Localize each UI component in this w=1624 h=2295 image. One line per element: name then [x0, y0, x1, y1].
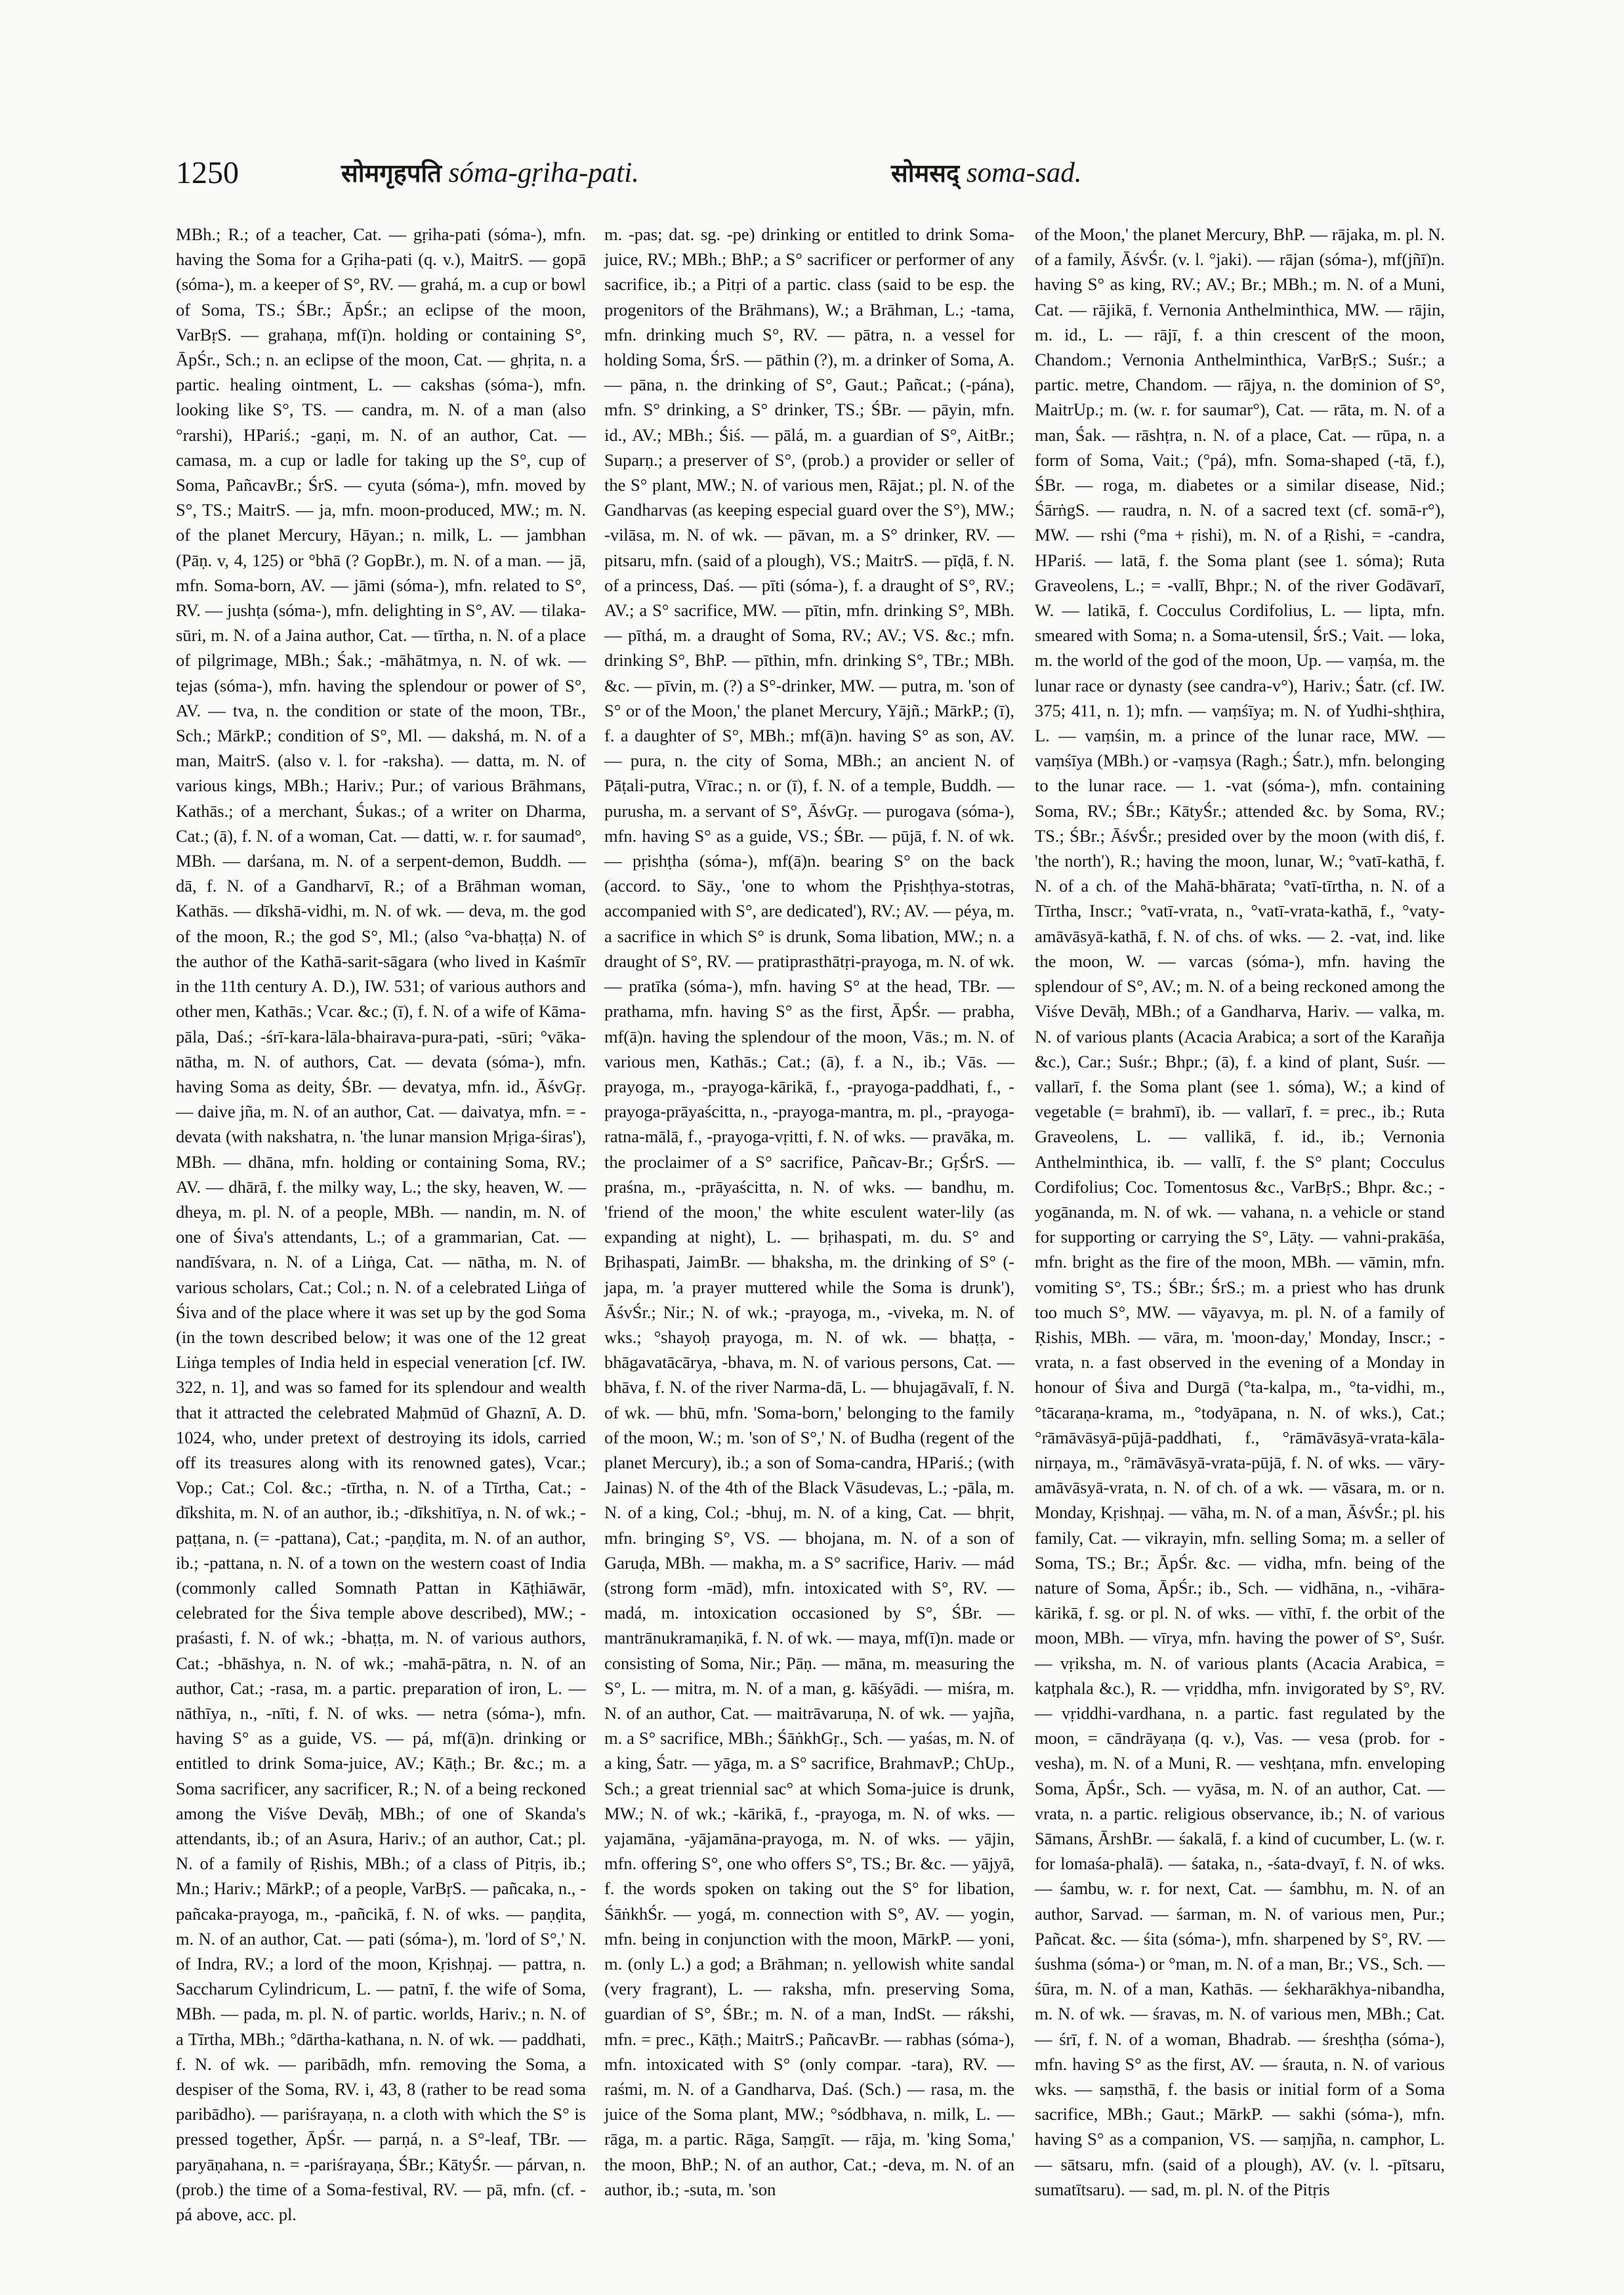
column-left: [176, 222, 587, 2225]
column-middle: [604, 222, 1014, 2211]
column-text: MBh.; R.; of a teacher, Cat. — gṛiha-pati (sóma-), mfn. having the Soma for a Gṛiha-pati (q. v.), MaitrS. — gopā (sóma-), m. a keeper of S°, RV. — grahá, m. a cup or bowl of Soma, TS.; ŚBr.; ĀpŚr.; an eclipse of the moon, VarBṛS. — grahaṇa, mf(ī)n. holding or containing S°, ĀpŚr., Sch.; n. an eclipse of the moon, Cat. — ghṛita, n. a partic. healing ointment, L. — cakshas (sóma-), mfn. looking like S°, TS. — candra, m. N. of a man (also °rarshi), HPariś.; -gaṇi, m. N. of an author, Cat. — camasa, m. a cup or ladle for taking up the S°, cup of Soma, PañcavBr.; ŚrS. — cyuta (sóma-), mfn. moved by S°, TS.; MaitrS. — ja, mfn. moon-produced, MW.; m. N. of the planet Mercury, Hāyan.; n. milk, L. — jambhan (Pāṇ. v, 4, 125) or °bhā (? GopBr.), m. N. of a man. — jā, mfn. Soma-born, AV. — jāmi (sóma-), mfn. related to S°, RV. — jushṭa (sóma-), mfn. delighting in S°, AV. — tilaka-sūri, m. N. of a Jaina author, Cat. — tīrtha, n. N. of a place of pilgrimage, MBh.; Śak.; -māhātmya, n. N. of wk. — tejas (sóma-), mfn. having the splendour or power of S°, AV. — tva, n. the condition or state of the moon, TBr., Sch.; MārkP.; condition of S°, Ml. — dakshá, m. N. of a man, MaitrS. (also v. l. for -raksha). — datta, m. N. of various kings, MBh.; Hariv.; Pur.; of various Brāhmans, Kathās.; of a merchant, Śukas.; of a writer on Dharma, Cat.; (ā), f. N. of a woman, Cat. — datti, w. r. for saumad°, MBh. — darśana, m. N. of a serpent-demon, Buddh. — dā, f. N. of a Gandharvī, R.; of a Brāhman woman, Kathās. — dīkshā-vidhi, m. N. of wk. — deva, m. the god of the moon, R.; the god S°, Ml.; (also °va-bhaṭṭa) N. of the author of the Kathā-sarit-sāgara (who lived in Kaśmīr in the 11th century A. D.), IW. 531; of various authors and other men, Kathās.; Vcar. &c.; (ī), f. N. of a wife of Kāma-pāla, Daś.; -śrī-kara-lāla-bhairava-pura-pati, -sūri; °vāka-nātha, m. N. of authors, Cat. — devata (sóma-), mfn. having Soma as deity, ŚBr. — devatya, mfn. id., ĀśvGṛ. — daive jña, m. N. of an author, Cat. — daivatya, mfn. = -devata (with nakshatra, n. 'the lunar mansion Mṛiga-śiras'), MBh. — dhāna, mfn. holding or containing Soma, RV.; AV. — dhārā, f. the milky way, L.; the sky, heaven, W. — dheya, m. pl. N. of a people, MBh. — nandin, m. N. of one of Śiva's attendants, L.; of a grammarian, Cat. — nandīśvara, n. N. of a Liṅga, Cat. — nātha, m. N. of various scholars, Cat.; Col.; n. N. of a celebrated Liṅga of Śiva and of the place where it was set up by the god Soma (in the town described below; it was one of the 12 great Liṅga temples of India held in especial veneration [cf. IW. 322, n. 1], and was so famed for its splendour and wealth that it attracted the celebrated Maḥmūd of Ghaznī, A. D. 1024, who, under pretext of destroying its idols, carried off its treasures along with its renowned gates), Vcar.; Vop.; Cat.; Col. &c.; -tīrtha, n. N. of a Tīrtha, Cat.; -dīkshita, m. N. of an author, ib.; -dīkshitīya, n. N. of wk.; -paṭṭana, n. (= -pattana), Cat.; -paṇḍita, m. N. of an author, ib.; -pattana, n. N. of a town on the western coast of India (commonly called Somnath Pattan in Kāṭhiāwār, celebrated for the Śiva temple above described), MW.; -praśasti, f. N. of wk.; -bhaṭṭa, m. N. of various authors, Cat.; -bhāshya, n. N. of wk.; -mahā-pātra, n. N. of an author, Cat.; -rasa, m. a partic. preparation of iron, L. — nāthīya, n., -nīti, f. N. of wks. — netra (sóma-), mfn. having S° as a guide, VS. — pá, mf(ā)n. drinking or entitled to drink Soma-juice, AV.; Kāṭh.; Br. &c.; m. a Soma sacrificer, any sacrificer, R.; N. of a being reckoned among the Viśve Devāḥ, MBh.; of one of Skanda's attendants, ib.; of an Asura, Hariv.; of an author, Cat.; pl. N. of a family of Ṛishis, MBh.; of a class of Pitṛis, ib.; Mn.; Hariv.; MārkP.; of a people, VarBṛS. — pañcaka, n., -pañcaka-prayoga, m., -pañcikā, f. N. of wks. — paṇḍita, m. N. of an author, Cat. — pati (sóma-), m. 'lord of S°,' N. of Indra, RV.; a lord of the moon, Kṛishṇaj. — pattra, n. Saccharum Cylindricum, L. — patnī, f. the wife of Soma, MBh. — pada, m. pl. N. of partic. worlds, Hariv.; n. N. of a Tīrtha, MBh.; °dārtha-kathana, n. N. of wk. — paddhati, f. N. of wk. — paribādh, mfn. removing the Soma, a despiser of the Soma, RV. i, 43, 8 (rather to be read soma paribādho). — pariśrayaṇa, n. a cloth with which the S° is pressed together, ĀpŚr. — parṇá, n. a S°-leaf, TBr. — paryāṇahana, n. = -pariśrayaṇa, ŚBr.; KātyŚr. — párvan, n. (prob.) the time of a Soma-festival, RV. — pā, mfn. (cf. -pá above, acc. pl.: [176, 224, 587, 2225]
column-text: m. -pas; dat. sg. -pe) drinking or entitled to drink Soma-juice, RV.; MBh.; BhP.; a S° sacrificer or performer of any sacrifice, ib.; a Pitṛi of a partic. class (said to be esp. the progenitors of the Brāhmans), W.; a Brāhman, L.; -tama, mfn. drinking much S°, RV. — pātra, n. a vessel for holding Soma, ŚrS. — pāthin (?), m. a drinker of Soma, A. — pāna, n. the drinking of S°, Gaut.; Pañcat.; (-pána), mfn. S° drinking, a S° drinker, TS.; ŚBr. — pāyin, mfn. id., AV.; MBh.; Śiś. — pālá, m. a guardian of S°, AitBr.; Suparṇ.; a preserver of S°, (prob.) a provider or seller of the S° plant, MW.; N. of various men, Rājat.; pl. N. of the Gandharvas (as keeping especial guard over the S°), MW.; -vilāsa, m. N. of wk. — pāvan, m. a S° drinker, RV. — pitsaru, mfn. (said of a plough), VS.; MaitrS. — pīḍā, f. N. of a princess, Daś. — pīti (sóma-), f. a draught of S°, RV.; AV.; a S° sacrifice, MW. — pītin, mfn. drinking S°, MBh. — pīthá, m. a draught of Soma, RV.; AV.; VS. &c.; mfn. drinking S°, BhP. — pīthin, mfn. drinking S°, TBr.; MBh. &c. — pīvin, m. (?) a S°-drinker, MW. — putra, m. 'son of S° or of the Moon,' the planet Mercury, Yājñ.; MārkP.; (ī), f. a daughter of S°, MBh.; mf(ā)n. having S° as son, AV. — pura, n. the city of Soma, MBh.; an ancient N. of Pāṭali-putra, Vīrac.; n. or (ī), f. N. of a temple, Buddh. — purusha, m. a servant of S°, ĀśvGṛ. — purogava (sóma-), mfn. having S° as a guide, VS.; ŚBr. — pūjā, f. N. of wk. — pṛishṭha (sóma-), mf(ā)n. bearing S° on the back (accord. to Sāy., 'one to whom the Pṛishṭhya-stotras, accompanied with S°, are dedicated'), RV.; AV. — péya, m. a sacrifice in which S° is drunk, Soma libation, MW.; n. a draught of S°, RV. — pratiprasthātṛi-prayoga, m. N. of wk. — pratīka (sóma-), mfn. having S° at the head, TBr. — prathama, mfn. having S° as the first, ĀpŚr. — prabha, mf(ā)n. having the splendour of the moon, Vās.; m. N. of various men, Kathās.; Cat.; (ā), f. a N., ib.; Vās. — prayoga, m., -prayoga-kārikā, f., -prayoga-paddhati, f., -prayoga-prāyaścitta, n., -prayoga-mantra, m. pl., -prayoga-ratna-mālā, f., -prayoga-vṛitti, f. N. of wks. — pravāka, m. the proclaimer of a S° sacrifice, Pañcav-Br.; GṛŚrS. — praśna, m., -prāyaścitta, n. N. of wks. — bandhu, m. 'friend of the moon,' the white esculent water-lily (as expanding at night), L. — bṛihaspati, m. du. S° and Bṛihaspati, JaimBr. — bhaksha, m. the drinking of S° (-japa, m. 'a prayer muttered while the Soma is drunk'), ĀśvŚr.; Nir.; N. of wk.; -prayoga, m., -viveka, m. N. of wks.; °shayoḥ prayoga, m. N. of wk. — bhaṭṭa, -bhāgavatācārya, -bhava, m. N. of various persons, Cat. — bhāva, f. N. of the river Narma-dā, L. — bhujagāvalī, f. N. of wk. — bhū, mfn. 'Soma-born,' belonging to the family of the moon, W.; m. 'son of S°,' N. of Budha (regent of the planet Mercury), ib.; a son of Soma-candra, HPariś.; (with Jainas) N. of the 4th of the Black Vāsudevas, L.; -pāla, m. N. of a king, Col.; -bhuj, m. N. of a king, Cat. — bhṛit, mfn. bringing S°, VS. — bhojana, m. N. of a son of Garuḍa, MBh. — makha, m. a S° sacrifice, Hariv. — mád (strong form -mād), mfn. intoxicated with S°, RV. — madá, m. intoxication occasioned by S°, ŚBr. — mantrānukramaṇikā, f. N. of wk. — maya, mf(ī)n. made or consisting of Soma, Nir.; Pāṇ. — māna, m. measuring the S°, L. — mitra, m. N. of a man, g. kāśyādi. — miśra, m. N. of an author, Cat. — maitrāvaruṇa, N. of wk. — yajña, m. a S° sacrifice, MBh.; ŚāṅkhGṛ., Sch. — yaśas, m. N. of a king, Śatr. — yāga, m. a S° sacrifice, BrahmavP.; ChUp., Sch.; a great triennial sac° at which Soma-juice is drunk, MW.; N. of wk.; -kārikā, f., -prayoga, m. N. of wks. — yajamāna, -yājamāna-prayoga, m. N. of wks. — yājin, mfn. offering S°, one who offers S°, TS.; Br. &c. — yājyā, f. the words spoken on taking out the S° for libation, ŚāṅkhŚr. — yogá, m. connection with S°, AV. — yogin, mfn. being in conjunction with the moon, MārkP. — yoni, m. (only L.) a god; a Brāhman; n. yellowish white sandal (very fragrant), L. — raksha, mfn. preserving Soma, guardian of S°, ŚBr.; m. N. of a man, IndSt. — rákshi, mfn. = prec., Kāṭh.; MaitrS.; PañcavBr. — rabhas (sóma-), mfn. intoxicated with S° (only compar. -tara), RV. — raśmi, m. N. of a Gandharva, Daś. (Sch.) — rasa, m. the juice of the Soma plant, MW.; °sódbhava, n. milk, L. — rāga, m. a partic. Rāga, Saṃgīt. — rāja, m. 'king Soma,' the moon, BhP.; N. of an author, Cat.; -deva, m. N. of an author, ib.; -suta, m. 'son: [604, 224, 1014, 2199]
header-left-headword: [341, 152, 639, 194]
header-right-headword: [891, 152, 1081, 194]
running-header: [176, 152, 1447, 194]
header-left-transliteration: sóma-gṛiha-pati.: [448, 157, 639, 188]
header-right-devanagari: सोमसद्: [891, 159, 960, 188]
header-left-devanagari: सोमगृहपति: [341, 159, 442, 188]
page-number: 1250: [176, 155, 239, 190]
header-right-transliteration: soma-sad.: [966, 157, 1082, 188]
column-text: of the Moon,' the planet Mercury, BhP. — rājaka, m. pl. N. of a family, ĀśvŚr. (v. l. °jaki). — rājan (sóma-), mf(jñī)n. having S° as king, RV.; AV.; Br.; MBh.; m. N. of a Muni, Cat. — rājikā, f. Vernonia Anthelminthica, MW. — rājin, m. id., L. — rājī, f. a thin crescent of the moon, Chandom.; Vernonia Anthelminthica, VarBṛS.; Suśr.; a partic. metre, Chandom. — rājya, n. the dominion of S°, MaitrUp.; m. (w. r. for saumar°), Cat. — rāta, m. N. of a man, Śak. — rāshṭra, n. N. of a place, Cat. — rūpa, n. a form of Soma, Vait.; (°pá), mfn. Soma-shaped (-tā, f.), ŚBr. — roga, m. diabetes or a similar disease, Nid.; ŚārṅgS. — raudra, n. N. of a sacred text (cf. somā-r°), MW. — rshi (°ma + ṛishi), m. N. of a Ṛishi, = -candra, HPariś. — latā, f. the Soma plant (see 1. sóma); Ruta Graveolens, L.; = -vallī, Bhpr.; N. of the river Godāvarī, W. — latikā, f. Cocculus Cordifolius, L. — lipta, mfn. smeared with Soma; n. a Soma-utensil, ŚrS.; Vait. — loka, m. the world of the god of the moon, Up. — vaṃśa, m. the lunar race or dynasty (see candra-v°), Hariv.; Śatr. (cf. IW. 375; 411, n. 1); mfn. — vaṃśīya; m. N. of Yudhi-shṭhira, L. — vaṃśin, m. a prince of the lunar race, MW. — vaṃśīya (MBh.) or -vaṃsya (Ragh.; Śatr.), mfn. belonging to the lunar race. — 1. -vat (sóma-), mfn. containing Soma, RV.; ŚBr.; KātyŚr.; attended &c. by Soma, RV.; TS.; ŚBr.; ĀśvŚr.; presided over by the moon (with diś, f. 'the north'), R.; having the moon, lunar, W.; °vatī-kathā, f. N. of a ch. of the Mahā-bhārata; °vatī-tīrtha, n. N. of a Tīrtha, Inscr.; °vatī-vrata, n., °vatī-vrata-kathā, f., °vaty-amāvāsyā-kathā, f. N. of chs. of wks. — 2. -vat, ind. like the moon, W. — varcas (sóma-), mfn. having the splendour of S°, AV.; m. N. of a being reckoned among the Viśve Devāḥ, MBh.; of a Gandharva, Hariv. — valka, m. N. of various plants (Acacia Arabica; a sort of the Karañja &c.), Car.; Suśr.; Bhpr.; (ā), f. a kind of plant, Suśr. — vallarī, f. the Soma plant (see 1. sóma), W.; a kind of vegetable (= brahmī), ib. — vallarī, f. = prec., ib.; Ruta Graveolens, L. — vallikā, f. id., ib.; Vernonia Anthelminthica, ib. — vallī, f. the S° plant; Cocculus Cordifolius; Coc. Tomentosus &c., VarBṛS.; Bhpr. &c.; -yogānanda, m. N. of wk. — vahana, n. a vehicle or stand for supporting or carrying the S°, Lāṭy. — vahni-prakāśa, mfn. bright as the fire of the moon, MBh. — vāmin, mfn. vomiting S°, TS.; ŚBr.; ŚrS.; m. a priest who has drunk too much S°, MW. — vāyavya, m. pl. N. of a family of Ṛishis, MBh. — vāra, m. 'moon-day,' Monday, Inscr.; -vrata, n. a fast observed in the evening of a Monday in honour of Śiva and Durgā (°ta-kalpa, m., °ta-vidhi, m., °tācaraṇa-krama, m., °todyāpana, n. N. of wks.), Cat.; °rāmāvāsyā-pūjā-paddhati, f., °rāmāvāsyā-vrata-kāla-nirṇaya, m., °rāmāvāsyā-vrata-pūjā, f. N. of wks. — vāry-amāvāsyā-vrata, n. N. of ch. of a wk. — vāsara, m. or n. Monday, Kṛishṇaj. — vāha, m. N. of a man, ĀśvŚr.; pl. his family, Cat. — vikrayin, mfn. selling Soma; m. a seller of Soma, TS.; Br.; ĀpŚr. &c. — vidha, mfn. being of the nature of Soma, ĀpŚr.; ib., Sch. — vidhāna, n., -vihāra-kārikā, f. sg. or pl. N. of wks. — vīthī, f. the orbit of the moon, MBh. — vīrya, mfn. having the power of S°, Suśr. — vṛiksha, m. N. of various plants (Acacia Arabica, = kaṭphala &c.), R. — vṛiddha, mfn. invigorated by S°, RV. — vṛiddhi-vardhana, n. a partic. fast regulated by the moon, = cāndrāyaṇa (q. v.), Vas. — vesa (prob. for -vesha), m. N. of a Muni, R. — veshṭana, mfn. enveloping Soma, ĀpŚr., Sch. — vyāsa, m. N. of an author, Cat. — vrata, n. a partic. religious observance, ib.; N. of various Sāmans, ĀrshBr. — śakalā, f. a kind of cucumber, L. (w. r. for lomaśa-phalā). — śataka, n., -śata-dvayī, f. N. of wks. — śambu, w. r. for next, Cat. — śambhu, m. N. of an author, Sarvad. — śarman, m. N. of various men, Pur.; Pañcat. &c. — śita (sóma-), mfn. sharpened by S°, RV. — śushma (sóma-) or °man, m. N. of a man, Br.; VS., Sch. — śūra, m. N. of a man, Kathās. — śekharākhya-nibandha, m. N. of wk. — śravas, m. N. of various men, MBh.; Cat. — śrī, f. N. of a woman, Bhadrab. — śreshṭha (sóma-), mfn. having S° as the first, AV. — śrauta, n. N. of various wks. — saṃsthā, f. the basis or initial form of a Soma sacrifice, MBh.; Gaut.; MārkP. — sakhi (sóma-), mfn. having S° as a companion, VS. — saṃjña, n. camphor, L. — sātsaru, mfn. (said of a plough), AV. (v. l. -pītsaru, sumatītsaru). — sad, m. pl. N. of the Pitṛis: [1035, 224, 1445, 2199]
column-right: [1035, 222, 1445, 2211]
